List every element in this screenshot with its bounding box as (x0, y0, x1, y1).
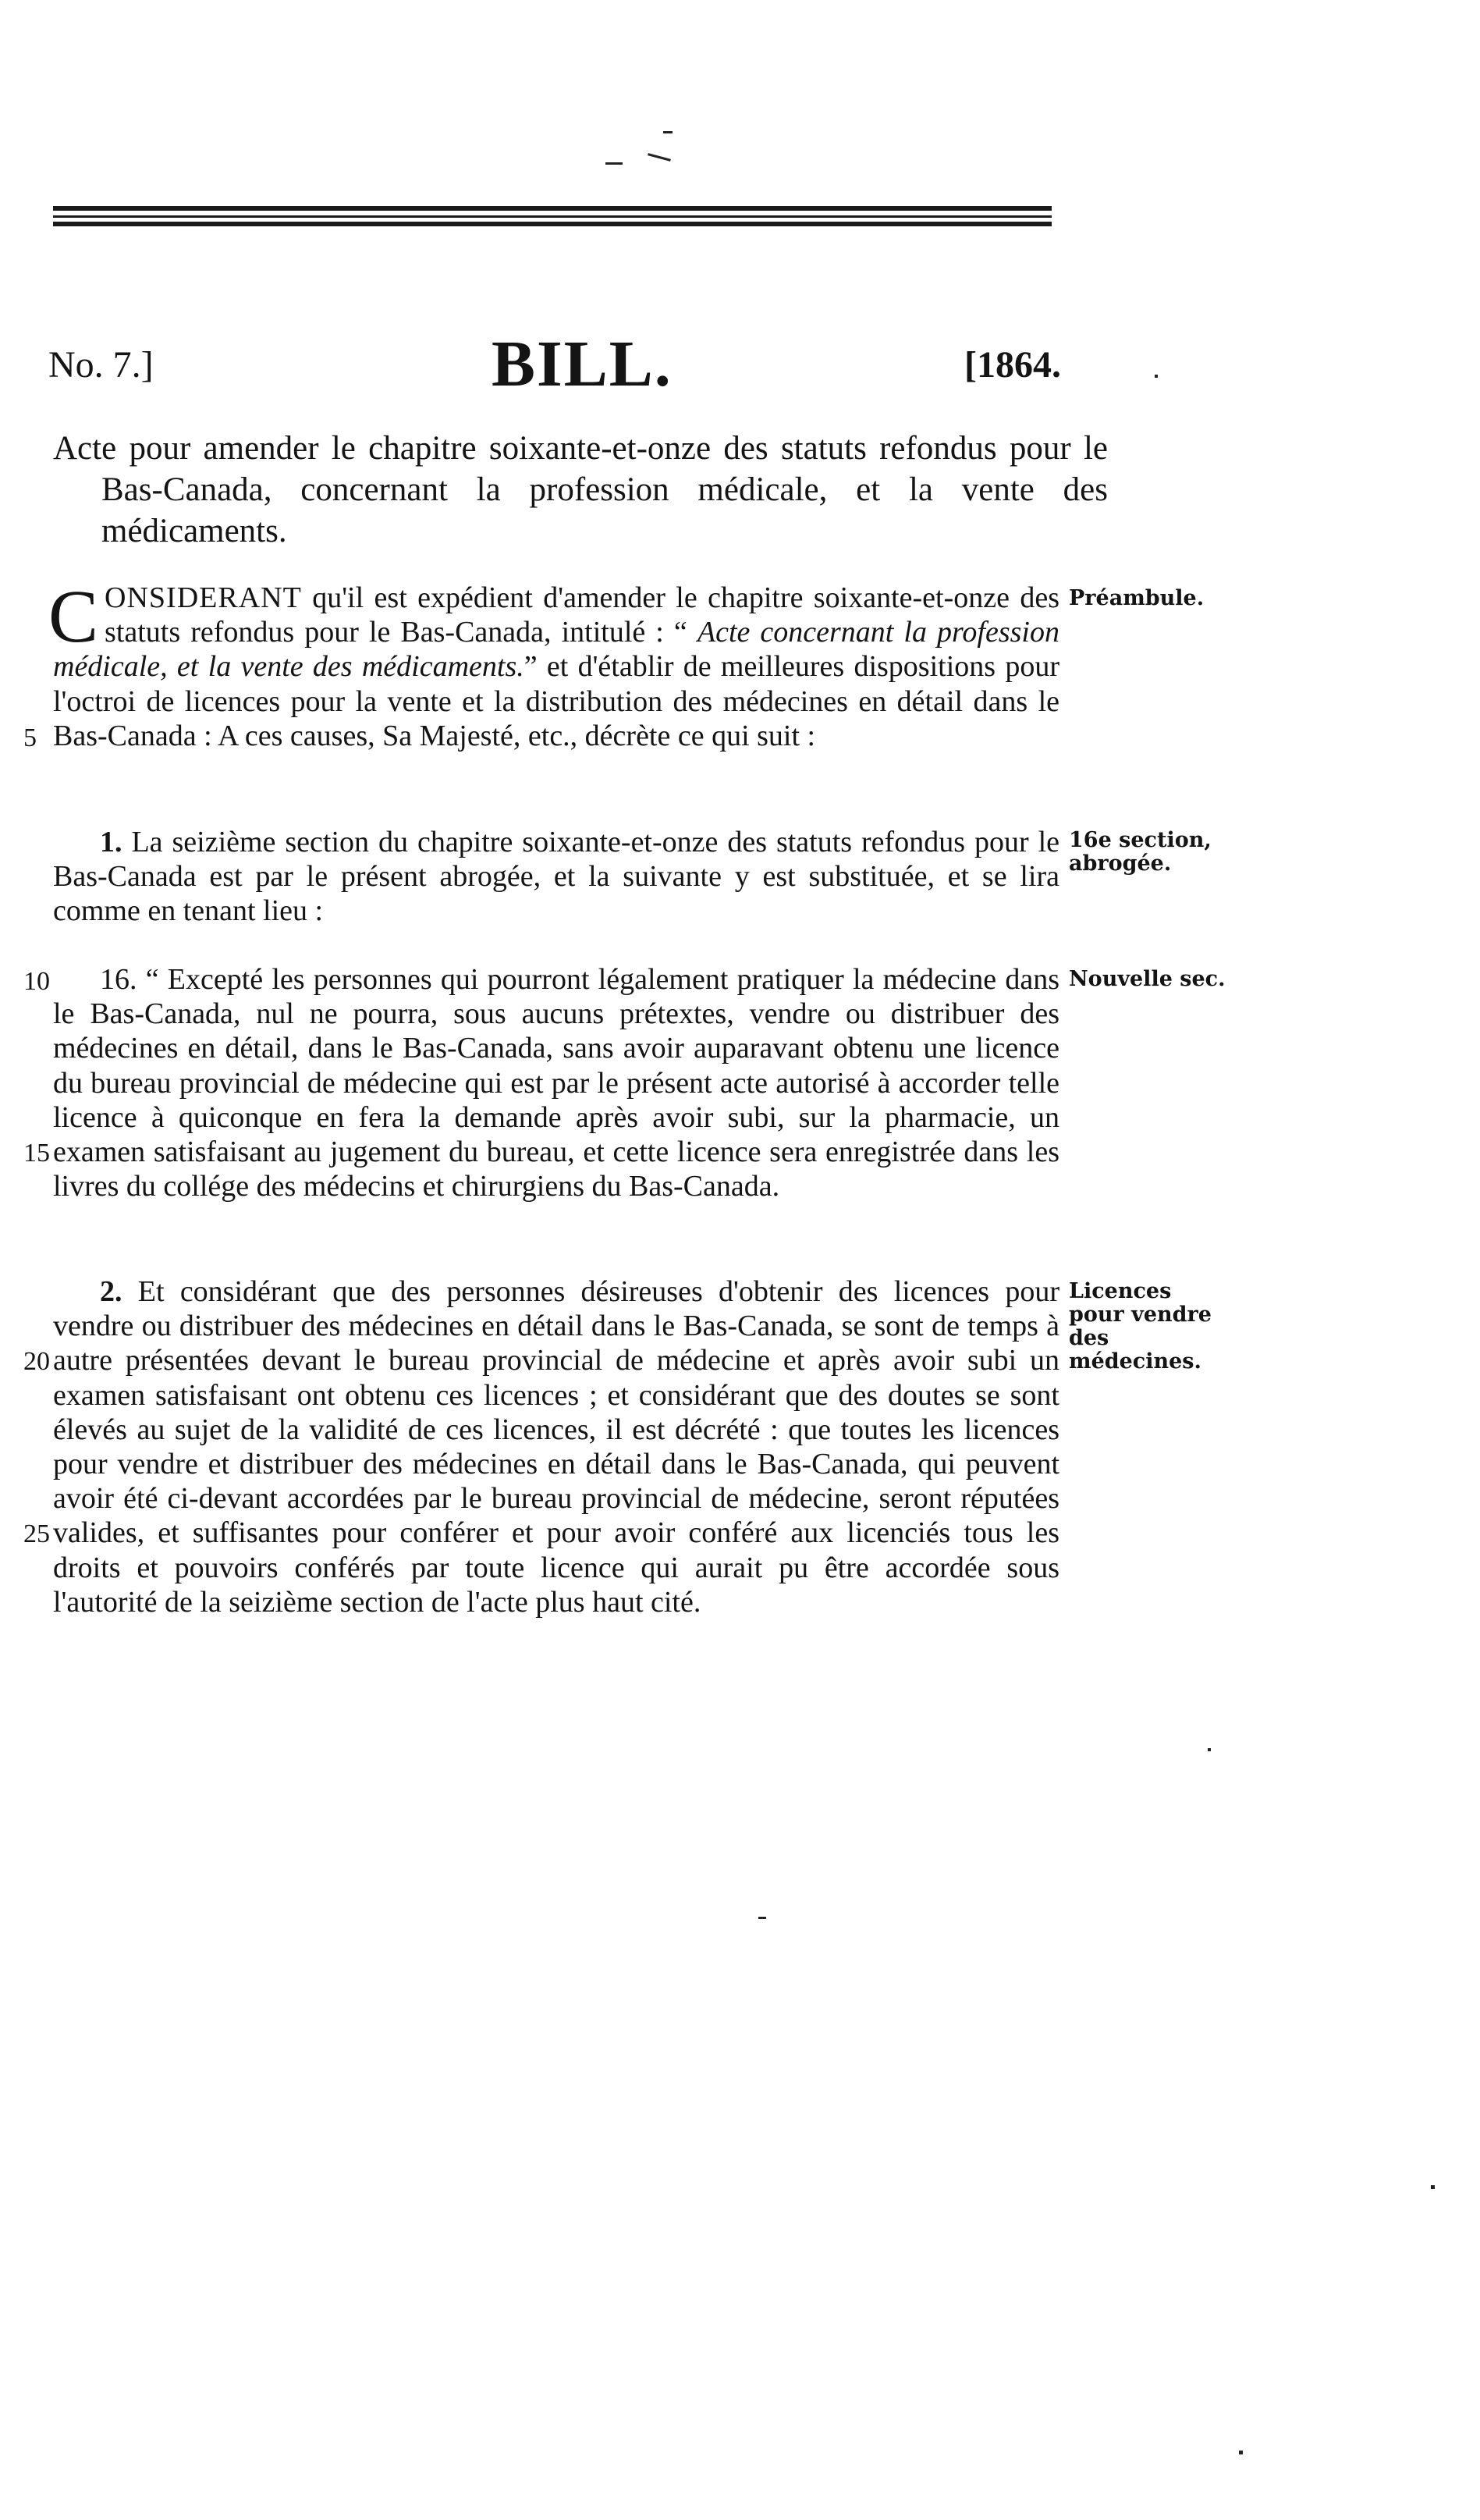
print-speck (1208, 1748, 1211, 1751)
print-speck (758, 1917, 766, 1919)
line-number: 5 (23, 723, 37, 752)
ornament-mark (648, 153, 671, 162)
line-number: 15 (23, 1139, 50, 1168)
preamble-text: qu'il est expédient d'amender le chapitre soixante-et-onze des statuts refondus pour le Bas-Canada, intitulé : “ (105, 581, 1059, 649)
header-rule (53, 222, 1052, 226)
preamble-text-end: ” et d'établir de meilleures dispositions pour l'octroi de licences pour la vente et la distribution des médecines en détail dans le Bas-Canada : A ces causes, Sa Majesté, etc., décrète ce qui suit : (53, 650, 1059, 752)
section-2 (53, 1274, 1059, 1619)
section-number: 1. (100, 826, 122, 858)
header-rule (53, 206, 1052, 211)
print-speck (1431, 2185, 1435, 2189)
ornament-mark (663, 131, 673, 133)
bill-year: [1864. (964, 344, 1061, 386)
preamble-lead: ONSIDERANT (105, 581, 302, 614)
section-16 (53, 962, 1059, 1203)
margin-note-section-2: Licences pour vendre des médecines. (1069, 1279, 1212, 1374)
section-number: 16. (100, 963, 137, 996)
line-number: 20 (23, 1347, 50, 1376)
print-speck (1155, 375, 1158, 378)
bill-title: BILL. (492, 328, 673, 400)
margin-note-section-1: 16e section, abrogée. (1069, 828, 1212, 876)
bill-number: No. 7.] (48, 344, 154, 386)
print-speck (1239, 2451, 1243, 2454)
section-text: “ Excepté les personnes qui pourront légalement pratiquer la médecine dans le Bas-Canada, nul ne pourra, sous aucuns prétextes, vendre ou distribuer des médecines en détail, dans le Bas-Canada, sans avoir auparavant obtenu une licence du bureau provincial de médecine qui est par le présent acte autorisé à accorder telle licence à quiconque en fera la demande après avoir subi, sur la pharmacie, un examen satisfaisant au jugement du bureau, et cette licence sera enregistrée dans les livres du collége des médecins et chirurgiens du Bas-Canada. (53, 963, 1059, 1203)
section-text: Et considérant que des personnes désireuses d'obtenir des licences pour vendre ou distribuer des médecines en détail dans le Bas-Canada, se sont de temps à autre présentées devant le bureau provincial de médecine et après avoir subi un examen satisfaisant ont obtenu ces licences ; et considérant que des doutes se sont élevés au sujet de la validité de ces licences, il est décrété : que toutes les licences pour vendre et distribuer des médecines en détail dans le Bas-Canada, qui peuvent avoir été ci-devant accordées par le bureau provincial de médecine, seront réputées valides, et suffisantes pour conférer et pour avoir conféré aux licenciés tous les droits et pouvoirs conférés par toute licence qui aurait pu être accordée sous l'autorité de la seizième section de l'acte plus haut cité. (53, 1275, 1059, 1619)
act-title: Acte pour amender le chapitre soixante-et-onze des statuts refondus pour le Bas-Canada, concernant la profession médicale, et la vente des médicaments. (53, 430, 1108, 549)
section-text: La seizième section du chapitre soixante-et-onze des statuts refondus pour le Bas-Canada est par le présent abrogée, et la suivante y est substituée, et se lira comme en tenant lieu : (53, 826, 1059, 928)
section-number: 2. (100, 1275, 122, 1308)
margin-note-preamble: Préambule. (1069, 586, 1205, 610)
ornament-mark (605, 162, 623, 165)
header-rule (53, 215, 1052, 218)
cited-act-title: Acte concernant la profession médicale, et la vente des médicaments. (53, 616, 1059, 684)
line-number: 25 (23, 1519, 50, 1548)
preamble-paragraph (48, 574, 1059, 753)
margin-note-section-16: Nouvelle sec. (1069, 967, 1226, 991)
section-1 (53, 825, 1059, 929)
line-number: 10 (23, 967, 50, 996)
drop-cap: C (48, 574, 99, 658)
